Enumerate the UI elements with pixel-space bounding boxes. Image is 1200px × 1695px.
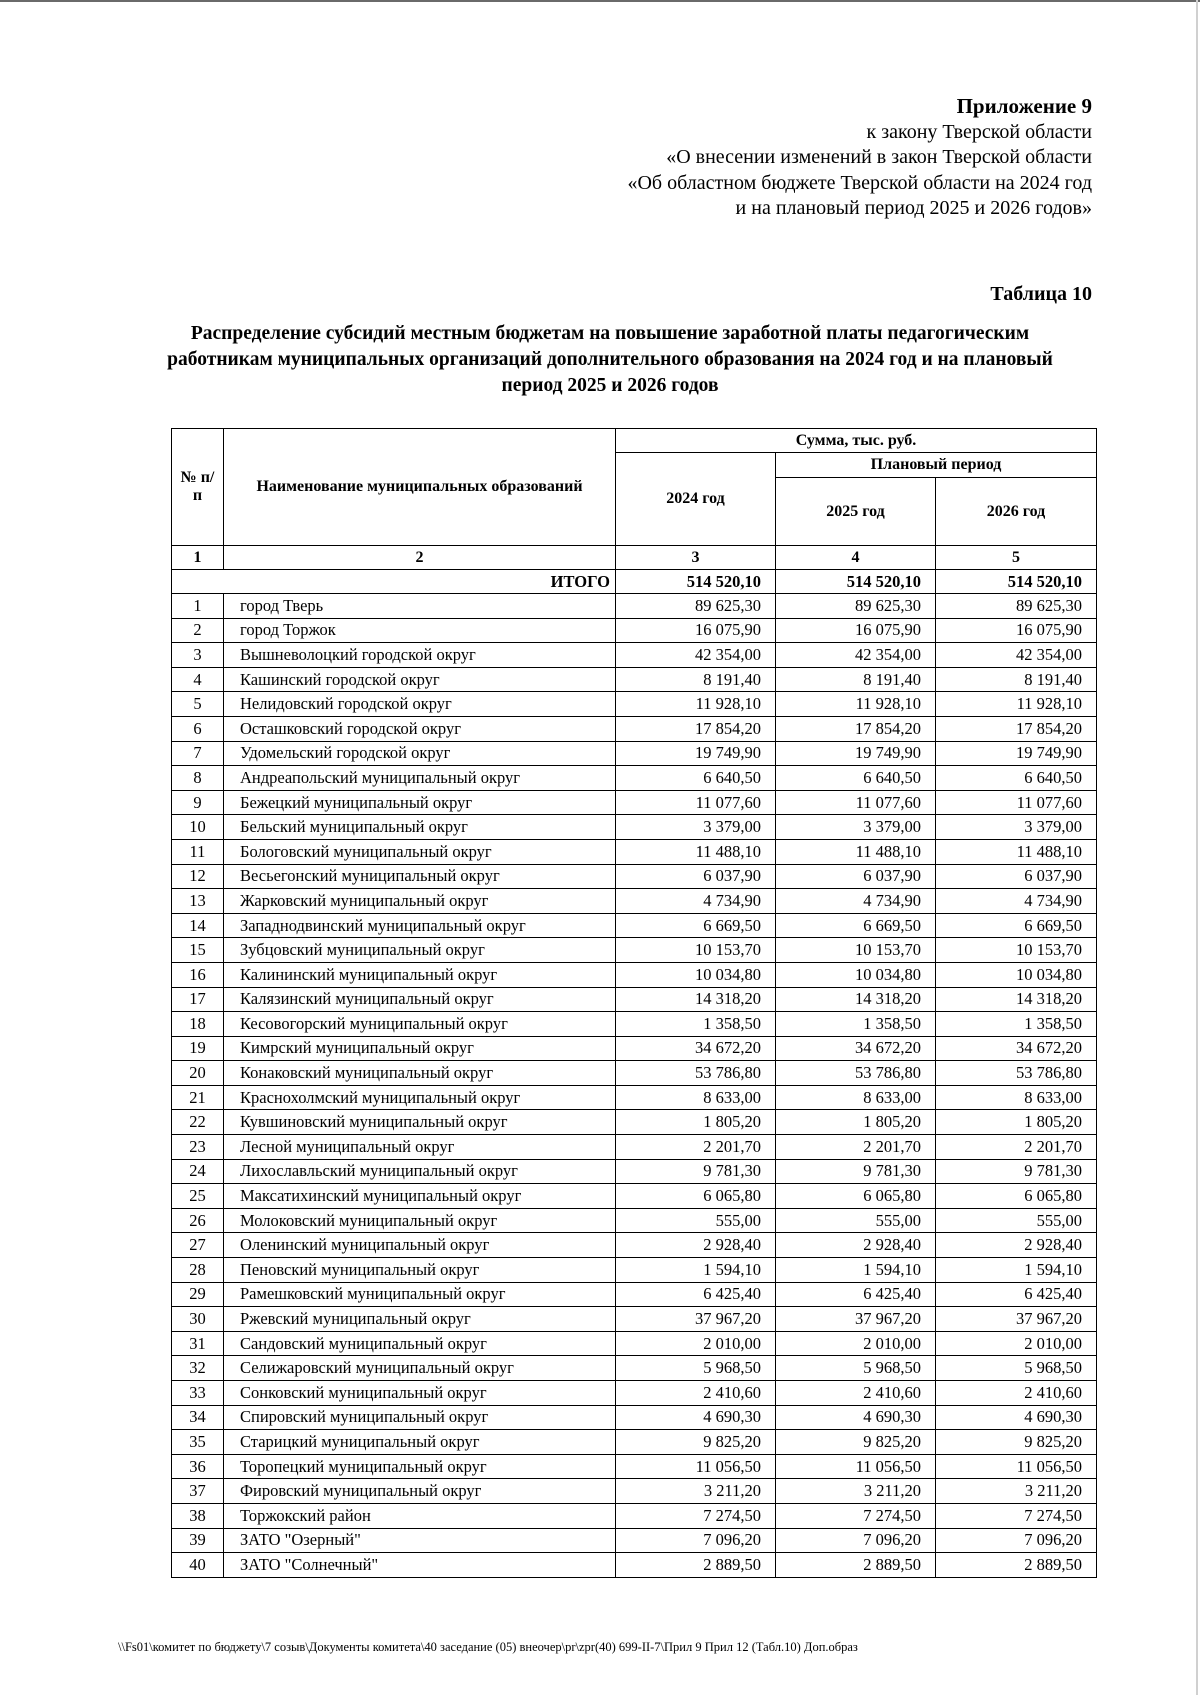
value-2025: 2 410,60	[776, 1381, 936, 1406]
header-name: Наименование муниципальных образований	[224, 429, 616, 546]
value-2026: 6 669,50	[936, 913, 1097, 938]
value-2025: 16 075,90	[776, 618, 936, 643]
row-number: 23	[172, 1135, 224, 1160]
value-2026: 11 488,10	[936, 839, 1097, 864]
value-2025: 3 379,00	[776, 815, 936, 840]
municipality-name: ЗАТО "Озерный"	[224, 1528, 616, 1553]
value-2024: 5 968,50	[616, 1356, 776, 1381]
value-2024: 11 488,10	[616, 839, 776, 864]
municipality-name: ЗАТО "Солнечный"	[224, 1553, 616, 1578]
table-row	[172, 643, 1097, 668]
value-2026: 16 075,90	[936, 618, 1097, 643]
municipality-name: Зубцовский муниципальный округ	[224, 938, 616, 963]
table-row	[172, 815, 1097, 840]
value-2025: 11 056,50	[776, 1454, 936, 1479]
table-row	[172, 1258, 1097, 1283]
value-2024: 10 153,70	[616, 938, 776, 963]
table-row	[172, 1553, 1097, 1578]
table-row	[172, 987, 1097, 1012]
value-2026: 37 967,20	[936, 1307, 1097, 1332]
value-2026: 4 690,30	[936, 1405, 1097, 1430]
row-number: 31	[172, 1331, 224, 1356]
municipality-name: Бежецкий муниципальный округ	[224, 790, 616, 815]
value-2026: 89 625,30	[936, 594, 1097, 619]
value-2025: 89 625,30	[776, 594, 936, 619]
value-2025: 8 633,00	[776, 1085, 936, 1110]
municipality-name: Фировский муниципальный округ	[224, 1479, 616, 1504]
value-2024: 16 075,90	[616, 618, 776, 643]
value-2026: 6 065,80	[936, 1184, 1097, 1209]
value-2025: 6 037,90	[776, 864, 936, 889]
row-number: 27	[172, 1233, 224, 1258]
value-2025: 42 354,00	[776, 643, 936, 668]
value-2024: 6 425,40	[616, 1282, 776, 1307]
value-2026: 3 211,20	[936, 1479, 1097, 1504]
table-row	[172, 1061, 1097, 1086]
value-2025: 6 669,50	[776, 913, 936, 938]
column-index: 2	[224, 546, 616, 570]
table-row	[172, 1012, 1097, 1037]
value-2026: 10 034,80	[936, 962, 1097, 987]
value-2024: 1 358,50	[616, 1012, 776, 1037]
footer-file-path: \\Fs01\комитет по бюджету\7 созыв\Документы комитета\40 заседание (05) внеочер\pr\zpr(40) 699-II-7\Прил 9 Прил 12 (Табл.10) Доп.образ	[118, 1640, 858, 1654]
value-2026: 9 781,30	[936, 1159, 1097, 1184]
value-2024: 17 854,20	[616, 716, 776, 741]
value-2025: 11 488,10	[776, 839, 936, 864]
value-2024: 2 928,40	[616, 1233, 776, 1258]
value-2026: 11 928,10	[936, 692, 1097, 717]
right-border-line	[1196, 0, 1198, 1695]
municipality-name: Пеновский муниципальный округ	[224, 1258, 616, 1283]
value-2024: 2 010,00	[616, 1331, 776, 1356]
table-row	[172, 1085, 1097, 1110]
value-2024: 4 734,90	[616, 889, 776, 914]
row-number: 19	[172, 1036, 224, 1061]
header-num: № п/п	[172, 429, 224, 546]
value-2024: 3 379,00	[616, 815, 776, 840]
row-number: 24	[172, 1159, 224, 1184]
value-2024: 37 967,20	[616, 1307, 776, 1332]
municipality-name: Спировский муниципальный округ	[224, 1405, 616, 1430]
row-number: 34	[172, 1405, 224, 1430]
municipality-name: Вышневолоцкий городской округ	[224, 643, 616, 668]
value-2024: 2 889,50	[616, 1553, 776, 1578]
value-2025: 14 318,20	[776, 987, 936, 1012]
appendix-line: «Об областном бюджете Тверской области на 2024 год	[627, 171, 1092, 194]
header-2025: 2025 год	[776, 478, 936, 546]
column-index: 1	[172, 546, 224, 570]
value-2025: 1 594,10	[776, 1258, 936, 1283]
appendix-heading: Приложение 9	[956, 94, 1092, 118]
value-2025: 17 854,20	[776, 716, 936, 741]
value-2026: 10 153,70	[936, 938, 1097, 963]
value-2025: 8 191,40	[776, 667, 936, 692]
table-row	[172, 790, 1097, 815]
municipality-name: Западнодвинский муниципальный округ	[224, 913, 616, 938]
total-2025: 514 520,10	[776, 570, 936, 594]
row-number: 20	[172, 1061, 224, 1086]
row-number: 17	[172, 987, 224, 1012]
value-2026: 2 928,40	[936, 1233, 1097, 1258]
value-2024: 2 201,70	[616, 1135, 776, 1160]
municipality-name: город Тверь	[224, 594, 616, 619]
table-row	[172, 667, 1097, 692]
value-2025: 34 672,20	[776, 1036, 936, 1061]
row-number: 30	[172, 1307, 224, 1332]
value-2025: 2 928,40	[776, 1233, 936, 1258]
row-number: 10	[172, 815, 224, 840]
municipality-name: Кашинский городской округ	[224, 667, 616, 692]
table-row	[172, 594, 1097, 619]
header-2026: 2026 год	[936, 478, 1097, 546]
table-row	[172, 913, 1097, 938]
row-number: 13	[172, 889, 224, 914]
value-2025: 1 358,50	[776, 1012, 936, 1037]
value-2025: 19 749,90	[776, 741, 936, 766]
value-2024: 6 640,50	[616, 766, 776, 791]
table-row	[172, 1454, 1097, 1479]
value-2024: 11 928,10	[616, 692, 776, 717]
header-planned-period: Плановый период	[776, 453, 1097, 478]
row-number: 1	[172, 594, 224, 619]
table-row	[172, 1331, 1097, 1356]
municipality-name: Сонковский муниципальный округ	[224, 1381, 616, 1406]
value-2025: 53 786,80	[776, 1061, 936, 1086]
row-number: 4	[172, 667, 224, 692]
municipality-name: Жарковский муниципальный округ	[224, 889, 616, 914]
table-row	[172, 889, 1097, 914]
value-2025: 2 889,50	[776, 1553, 936, 1578]
municipality-name: Калязинский муниципальный округ	[224, 987, 616, 1012]
appendix-line: «О внесении изменений в закон Тверской области	[666, 146, 1092, 168]
value-2025: 11 928,10	[776, 692, 936, 717]
value-2025: 1 805,20	[776, 1110, 936, 1135]
row-number: 5	[172, 692, 224, 717]
table-row	[172, 1110, 1097, 1135]
total-2024: 514 520,10	[616, 570, 776, 594]
municipality-name: Калининский муниципальный округ	[224, 962, 616, 987]
row-number: 22	[172, 1110, 224, 1135]
municipality-name: Весьегонский муниципальный округ	[224, 864, 616, 889]
value-2024: 14 318,20	[616, 987, 776, 1012]
municipality-name: Бельский муниципальный округ	[224, 815, 616, 840]
total-row	[172, 570, 1097, 594]
value-2026: 11 077,60	[936, 790, 1097, 815]
value-2025: 6 065,80	[776, 1184, 936, 1209]
value-2026: 2 201,70	[936, 1135, 1097, 1160]
value-2025: 37 967,20	[776, 1307, 936, 1332]
value-2026: 17 854,20	[936, 716, 1097, 741]
value-2026: 555,00	[936, 1208, 1097, 1233]
row-number: 7	[172, 741, 224, 766]
document-title: Распределение субсидий местным бюджетам на повышение заработной платы педагогическим работникам муниципальных организаций дополнительного образования на 2024 год и на плановый период 2025 и 2026 годов	[167, 323, 1053, 396]
row-number: 9	[172, 790, 224, 815]
value-2024: 8 191,40	[616, 667, 776, 692]
value-2024: 6 669,50	[616, 913, 776, 938]
municipality-name: Кимрский муниципальный округ	[224, 1036, 616, 1061]
row-number: 26	[172, 1208, 224, 1233]
row-number: 2	[172, 618, 224, 643]
municipality-name: Осташковский городской округ	[224, 716, 616, 741]
row-number: 25	[172, 1184, 224, 1209]
table-row	[172, 1356, 1097, 1381]
row-number: 39	[172, 1528, 224, 1553]
table-row	[172, 716, 1097, 741]
row-number: 40	[172, 1553, 224, 1578]
value-2026: 53 786,80	[936, 1061, 1097, 1086]
value-2024: 6 065,80	[616, 1184, 776, 1209]
value-2026: 11 056,50	[936, 1454, 1097, 1479]
row-number: 6	[172, 716, 224, 741]
table-row	[172, 1135, 1097, 1160]
table-row	[172, 938, 1097, 963]
top-border-line	[0, 0, 1200, 2]
value-2024: 4 690,30	[616, 1405, 776, 1430]
row-number: 21	[172, 1085, 224, 1110]
value-2024: 3 211,20	[616, 1479, 776, 1504]
row-number: 36	[172, 1454, 224, 1479]
row-number: 38	[172, 1503, 224, 1528]
municipality-name: Сандовский муниципальный округ	[224, 1331, 616, 1356]
value-2025: 10 153,70	[776, 938, 936, 963]
municipality-name: Старицкий муниципальный округ	[224, 1430, 616, 1455]
value-2025: 9 781,30	[776, 1159, 936, 1184]
municipality-name: Молоковский муниципальный округ	[224, 1208, 616, 1233]
municipality-name: Кувшиновский муниципальный округ	[224, 1110, 616, 1135]
table-row	[172, 618, 1097, 643]
value-2025: 6 640,50	[776, 766, 936, 791]
value-2026: 9 825,20	[936, 1430, 1097, 1455]
value-2026: 8 191,40	[936, 667, 1097, 692]
row-number: 35	[172, 1430, 224, 1455]
table-row	[172, 1233, 1097, 1258]
row-number: 37	[172, 1479, 224, 1504]
row-number: 3	[172, 643, 224, 668]
table-row	[172, 864, 1097, 889]
value-2024: 10 034,80	[616, 962, 776, 987]
row-number: 33	[172, 1381, 224, 1406]
value-2024: 7 274,50	[616, 1503, 776, 1528]
municipality-name: Торопецкий муниципальный округ	[224, 1454, 616, 1479]
value-2026: 8 633,00	[936, 1085, 1097, 1110]
value-2024: 1 594,10	[616, 1258, 776, 1283]
municipality-name: Торжокский район	[224, 1503, 616, 1528]
value-2024: 19 749,90	[616, 741, 776, 766]
table-row	[172, 741, 1097, 766]
value-2026: 2 889,50	[936, 1553, 1097, 1578]
municipality-name: Оленинский муниципальный округ	[224, 1233, 616, 1258]
value-2025: 7 096,20	[776, 1528, 936, 1553]
table-row	[172, 692, 1097, 717]
municipality-name: город Торжок	[224, 618, 616, 643]
value-2024: 6 037,90	[616, 864, 776, 889]
value-2026: 6 640,50	[936, 766, 1097, 791]
municipality-name: Нелидовский городской округ	[224, 692, 616, 717]
value-2026: 7 096,20	[936, 1528, 1097, 1553]
municipality-name: Конаковский муниципальный округ	[224, 1061, 616, 1086]
value-2025: 10 034,80	[776, 962, 936, 987]
value-2026: 6 425,40	[936, 1282, 1097, 1307]
table-row	[172, 1282, 1097, 1307]
value-2026: 7 274,50	[936, 1503, 1097, 1528]
total-2026: 514 520,10	[936, 570, 1097, 594]
value-2024: 9 825,20	[616, 1430, 776, 1455]
value-2026: 42 354,00	[936, 643, 1097, 668]
municipality-name: Ржевский муниципальный округ	[224, 1307, 616, 1332]
value-2024: 42 354,00	[616, 643, 776, 668]
appendix-line: к закону Тверской области	[866, 120, 1092, 143]
value-2024: 7 096,20	[616, 1528, 776, 1553]
value-2025: 7 274,50	[776, 1503, 936, 1528]
appendix-line: и на плановый период 2025 и 2026 годов»	[735, 197, 1092, 219]
column-index: 3	[616, 546, 776, 570]
value-2024: 1 805,20	[616, 1110, 776, 1135]
value-2025: 2 010,00	[776, 1331, 936, 1356]
row-number: 18	[172, 1012, 224, 1037]
value-2024: 34 672,20	[616, 1036, 776, 1061]
value-2024: 2 410,60	[616, 1381, 776, 1406]
value-2024: 9 781,30	[616, 1159, 776, 1184]
value-2025: 9 825,20	[776, 1430, 936, 1455]
value-2024: 8 633,00	[616, 1085, 776, 1110]
table-row	[172, 1430, 1097, 1455]
value-2025: 6 425,40	[776, 1282, 936, 1307]
row-number: 8	[172, 766, 224, 791]
value-2024: 11 077,60	[616, 790, 776, 815]
row-number: 29	[172, 1282, 224, 1307]
municipality-name: Кесовогорский муниципальный округ	[224, 1012, 616, 1037]
row-number: 16	[172, 962, 224, 987]
value-2026: 19 749,90	[936, 741, 1097, 766]
table-row	[172, 1208, 1097, 1233]
column-index: 4	[776, 546, 936, 570]
municipality-name: Лесной муниципальный округ	[224, 1135, 616, 1160]
row-number: 15	[172, 938, 224, 963]
value-2026: 2 010,00	[936, 1331, 1097, 1356]
table-row	[172, 1528, 1097, 1553]
table-row	[172, 766, 1097, 791]
table-number: Таблица 10	[990, 283, 1092, 305]
row-number: 32	[172, 1356, 224, 1381]
municipality-name: Бологовский муниципальный округ	[224, 839, 616, 864]
column-index-row	[172, 546, 1097, 570]
municipality-name: Лихославльский муниципальный округ	[224, 1159, 616, 1184]
row-number: 11	[172, 839, 224, 864]
value-2025: 3 211,20	[776, 1479, 936, 1504]
table-row	[172, 1184, 1097, 1209]
value-2026: 5 968,50	[936, 1356, 1097, 1381]
table-row	[172, 1307, 1097, 1332]
table-row	[172, 1503, 1097, 1528]
value-2025: 555,00	[776, 1208, 936, 1233]
value-2025: 2 201,70	[776, 1135, 936, 1160]
value-2025: 5 968,50	[776, 1356, 936, 1381]
header-2024: 2024 год	[616, 453, 776, 546]
value-2026: 1 358,50	[936, 1012, 1097, 1037]
header-sum: Сумма, тыс. руб.	[616, 429, 1097, 453]
table-row	[172, 1479, 1097, 1504]
value-2024: 555,00	[616, 1208, 776, 1233]
row-number: 12	[172, 864, 224, 889]
value-2024: 53 786,80	[616, 1061, 776, 1086]
municipality-name: Андреапольский муниципальный округ	[224, 766, 616, 791]
column-index: 5	[936, 546, 1097, 570]
value-2026: 4 734,90	[936, 889, 1097, 914]
row-number: 28	[172, 1258, 224, 1283]
table-row	[172, 1036, 1097, 1061]
subsidy-table	[171, 428, 1097, 1578]
appendix-block	[372, 94, 1092, 222]
municipality-name: Удомельский городской округ	[224, 741, 616, 766]
value-2026: 2 410,60	[936, 1381, 1097, 1406]
table-row	[172, 1381, 1097, 1406]
municipality-name: Рамешковский муниципальный округ	[224, 1282, 616, 1307]
value-2025: 4 734,90	[776, 889, 936, 914]
value-2025: 4 690,30	[776, 1405, 936, 1430]
table-row	[172, 962, 1097, 987]
value-2026: 1 805,20	[936, 1110, 1097, 1135]
municipality-name: Максатихинский муниципальный округ	[224, 1184, 616, 1209]
value-2024: 11 056,50	[616, 1454, 776, 1479]
value-2024: 89 625,30	[616, 594, 776, 619]
municipality-name: Селижаровский муниципальный округ	[224, 1356, 616, 1381]
row-number: 14	[172, 913, 224, 938]
table-row	[172, 839, 1097, 864]
municipality-name: Краснохолмский муниципальный округ	[224, 1085, 616, 1110]
value-2026: 6 037,90	[936, 864, 1097, 889]
total-label: ИТОГО	[172, 570, 616, 594]
table-row	[172, 1159, 1097, 1184]
value-2026: 1 594,10	[936, 1258, 1097, 1283]
table-row	[172, 1405, 1097, 1430]
value-2025: 11 077,60	[776, 790, 936, 815]
value-2026: 34 672,20	[936, 1036, 1097, 1061]
value-2026: 14 318,20	[936, 987, 1097, 1012]
value-2026: 3 379,00	[936, 815, 1097, 840]
